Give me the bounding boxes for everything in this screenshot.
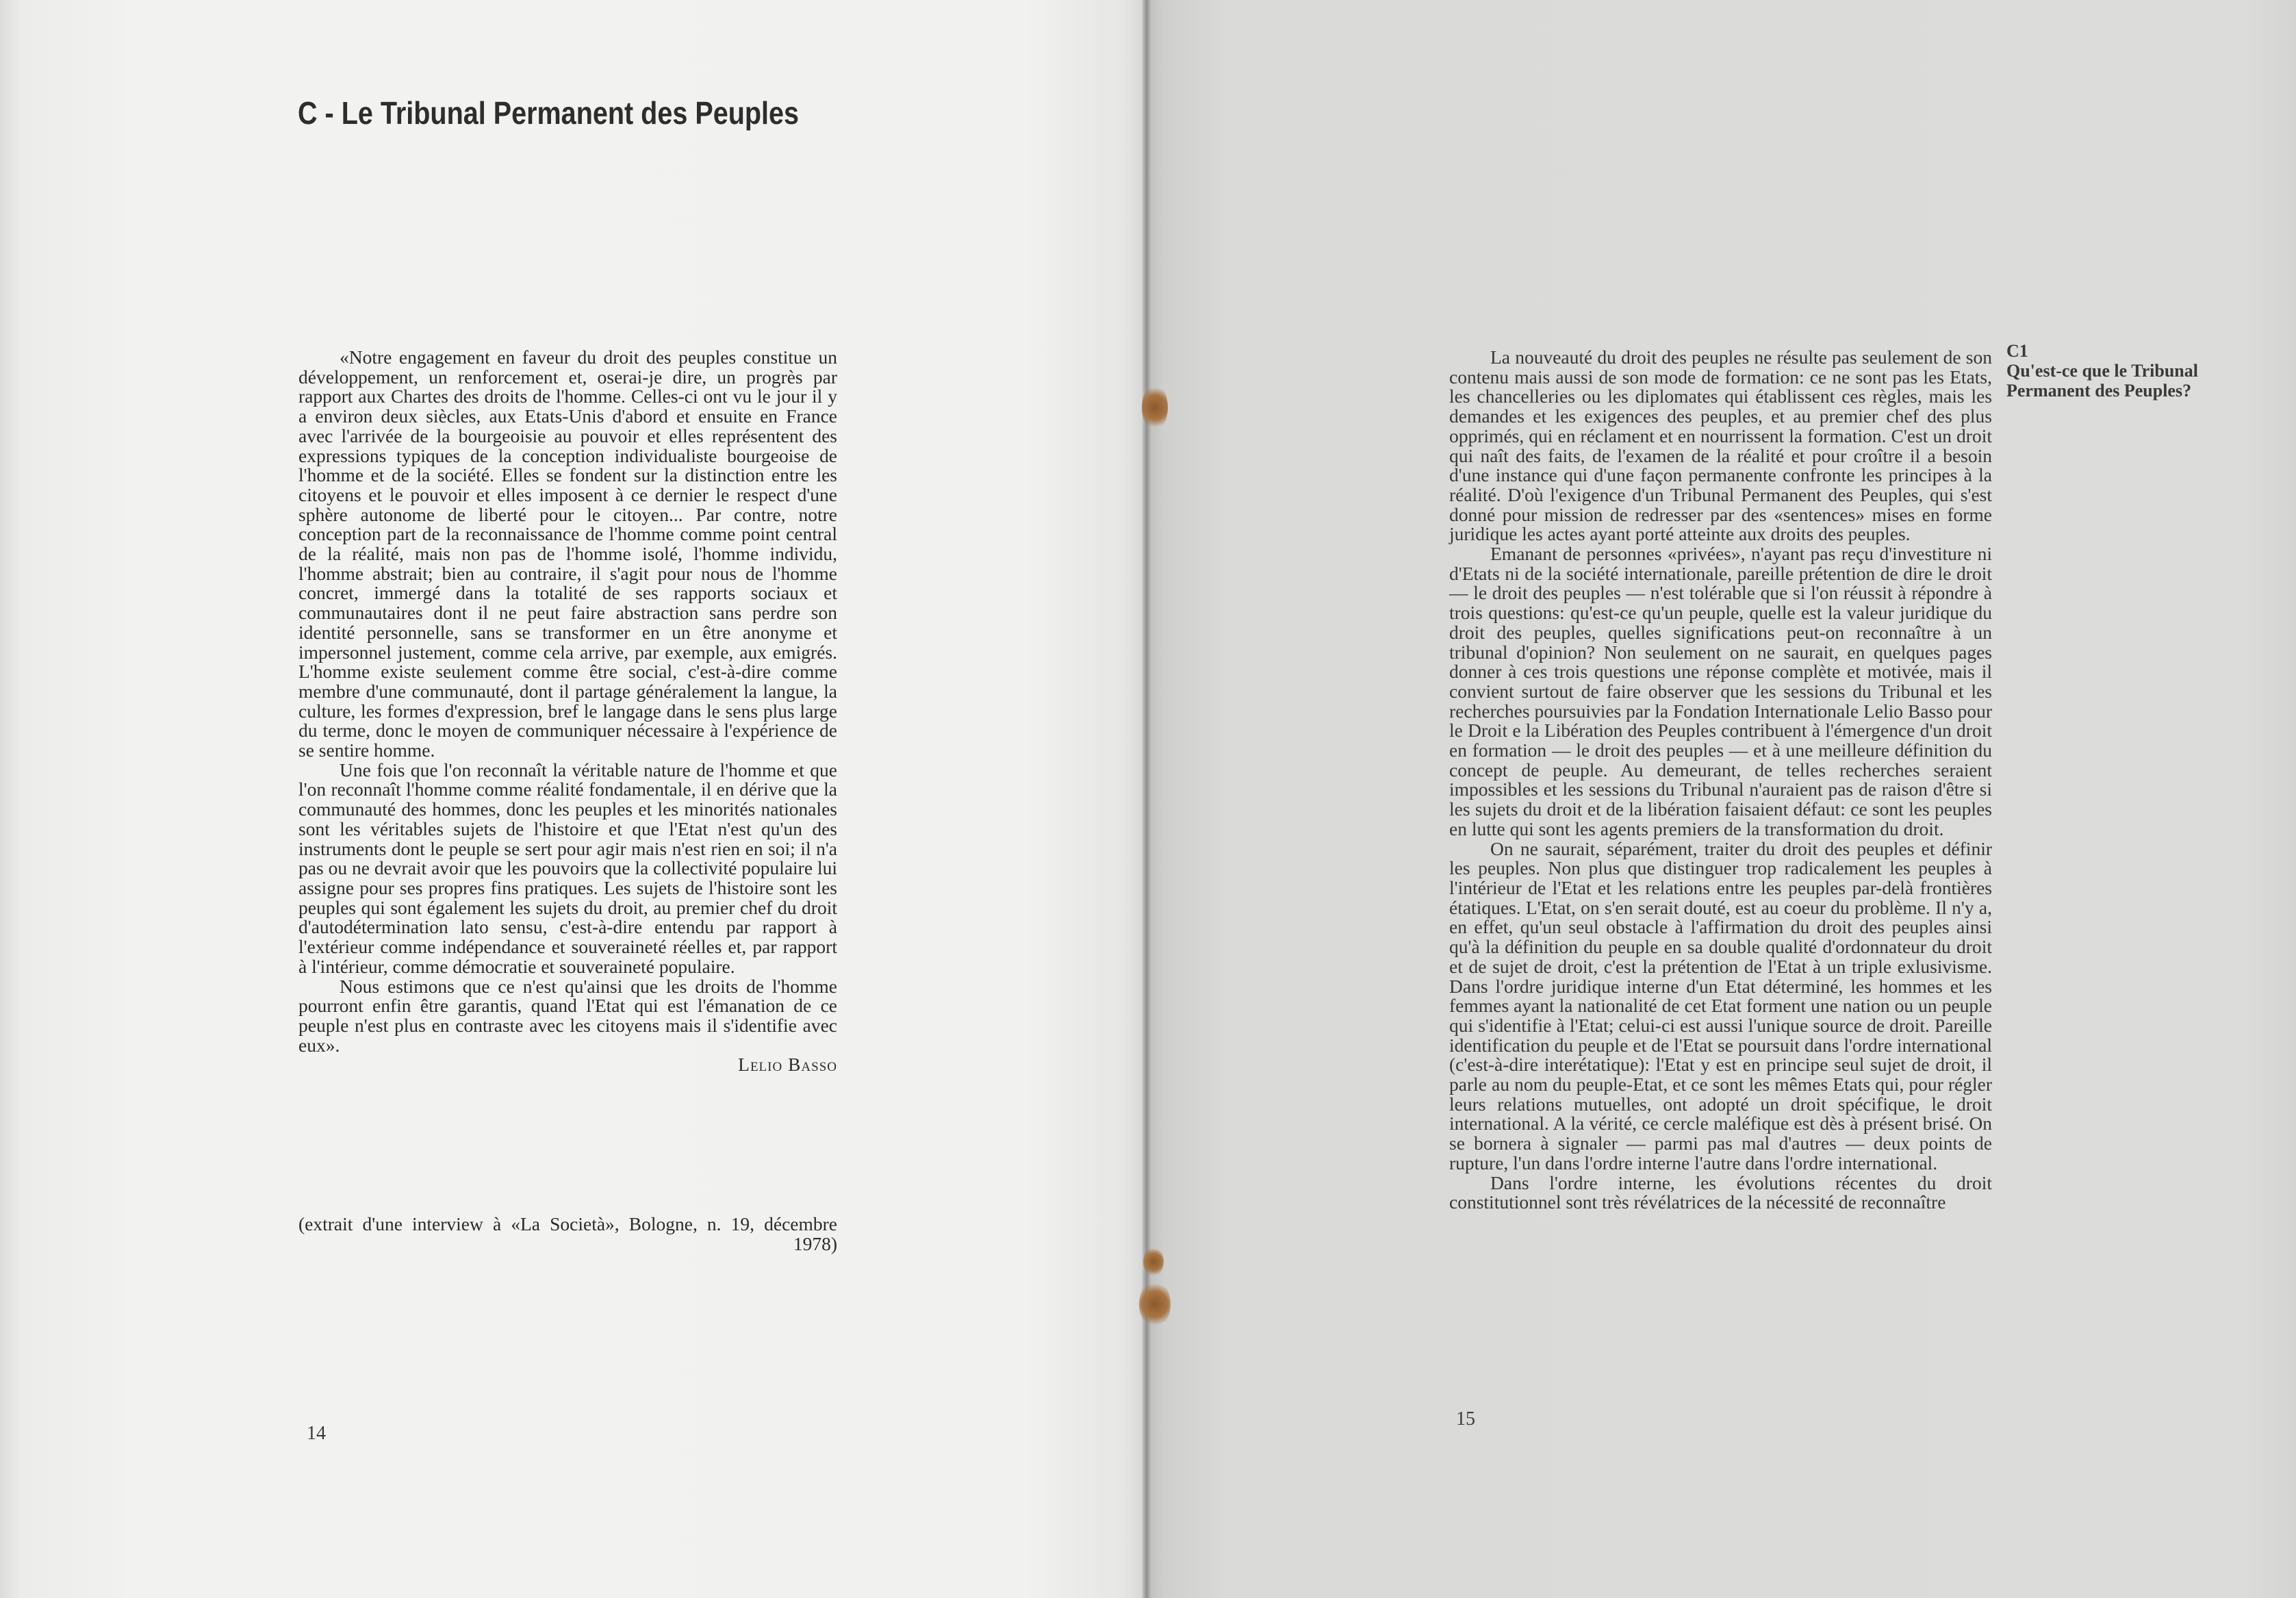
body-paragraph: Emanant de personnes «privées», n'ayant pas reçu d'investiture ni d'Etats ni de la société internationale, pareille prétention de dire le droit — le droit des peuples — n'est tolérable que si l'on réussit à répondre à trois questions: qu'est-ce qu'un peuple, quelle est la valeur juridique du droit des peuples, quelles significations peut-on reconnaître à un tribunal d'opinion? Non seulement on ne saurait, en quelques pages donner à ces trois questions une réponse complète et motivée, mais il convient surtout de faire observer que les sessions du Tribunal et les recherches poursuivies par la Fondation Internationale Lelio Basso pour le Droit e la Libération des Peuples contribuent à l'émergence d'un droit en formation — le droit des peuples — et à une meilleure définition du concept de peuple. Au demeurant, de telles recherches seraient impossibles et les sessions du Tribunal n'auraient pas de raison d'être si les sujets du droit et de la libération faisaient défaut: ce sont les peuples en lutte qui sont les agents premiers de la transformation du droit. — [1449, 543, 1992, 839]
body-paragraph: On ne saurait, séparément, traiter du droit des peuples et définir les peuples. Non plus que distinguer trop radicalement les peuples à l'intérieur de l'Etat et les relations entre les peuples par-delà frontières étatiques. L'Etat, on s'en serait douté, est au coeur du problème. Il n'y a, en effet, qu'un seul obstacle à l'affirmation du droit des peuples ainsi qu'à la définition du peuple en sa double qualité d'ordonnateur du droit et de sujet de droit, c'est la prétention de l'Etat à un triple exlusivisme. Dans l'ordre juridique interne d'un Etat déterminé, les hommes et les femmes ayant la nationalité de cet Etat forment une nation ou un peuple qui s'identifie à l'Etat; celui-ci est aussi l'unique source de droit. Pareille identification du peuple et de l'Etat se poursuit dans l'ordre international (c'est-à-dire interétatique): l'Etat y est en principe seul sujet de droit, il parle au nom du peuple-Etat, et ce sont les mêmes Etats qui, pour régler leurs relations mutuelles, ont adopté un droit spécifique, le droit international. A la vérité, ce cercle maléfique est dès à présent brisé. On se bornera à signaler — parmi pas mal d'autres — deux points de rupture, l'un dans l'ordre interne l'autre dans l'ordre international. — [1449, 837, 1992, 1174]
quote-paragraph: «Notre engagement en faveur du droit des peuples constitue un développement, un renforcement et, oserai-je dire, un progrès par rapport aux Chartes des droits de l'homme. Celles-ci ont vu le jour il y a environ deux siècles, aux Etats-Unis d'abord et ensuite en France avec l'arrivée de la bourgeoisie au pouvoir et elles représentent des expressions typiques de la conception individualiste bourgeoise de l'homme et de la société. Elles se fondent sur la distinction entre les citoyens et le pouvoir et elles imposent à ce dernier le respect d'une sphère autonome de liberté pour le citoyen... Par contre, notre conception part de la reconnaissance de l'homme comme point central de la réalité, mais non pas de l'homme isolé, l'homme individu, l'homme abstrait; bien au contraire, il s'agit pour nous de l'homme concret, immergé dans la totalité de ses rapports sociaux et communautaires dont il ne peut faire abstraction sans perdre son identité personnelle, sans se transformer en un être anonyme et impersonnel justement, comme cela arrive, par exemple, aux emigrés. L'homme existe seulement comme être social, c'est-à-dire comme membre d'une communauté, dont il partage généralement la langue, la culture, les formes d'expression, bref le langage dans le sens plus large du terme, donc le moyen de communiquer nécessaire à l'expérience de se sentire homme. — [298, 346, 837, 761]
paper-stain — [1139, 1280, 1171, 1328]
section-title: C - Le Tribunal Permanent des Peuples — [298, 95, 800, 131]
paper-stain — [1143, 1246, 1164, 1278]
page-number-right: 15 — [1456, 1408, 1475, 1430]
paper-stain — [1142, 383, 1168, 431]
quote-paragraph: Nous estimons que ce n'est qu'ainsi que les droits de l'homme pourront enfin être garantis, quand l'Etat qui est l'émanation de ce peuple n'est plus en contraste avec les citoyens mais il s'identifie avec eux». — [298, 975, 837, 1056]
quote-paragraph: Une fois que l'on reconnaît la véritable nature de l'homme et que l'on reconnaît l'homme comme réalité fondamentale, il en dérive que la communauté des hommes, donc les peuples et les minorités nationales sont les véritables sujets de l'histoire et que l'Etat n'est qu'un des instruments dont le peuple se sert pour agir mais n'est rien en soi; il n'a pas ou ne devrait avoir que les pouvoirs que la collectivité populaire lui assigne pour ses propres fins pratiques. Les sujets de l'histoire sont les peuples qui sont également les sujets du droit, au premier chef du droit d'autodétermination lato sensu, c'est-à-dire entendu par rapport à l'extérieur comme indépendance et souveraineté réelles et, par rapport à l'intérieur, comme démocratie et souveraineté populaire. — [298, 759, 837, 977]
basso-quote — [298, 348, 837, 1075]
quote-signature: Lelio Basso — [738, 1054, 837, 1076]
body-paragraph: La nouveauté du droit des peuples ne résulte pas seulement de son contenu mais aussi de son mode de formation: ce ne sont pas les Etats, les chancelleries ou les diplomates qui établissent ces règles, mais les demandes et les exigences des peuples, et au premier chef des plus opprimés, qui en réclament et en nourrissent la formation. C'est un droit qui naît des faits, de l'examen de la réalité et pour croître il a besoin d'une instance qui d'une façon permanente confronte les principes à la réalité. D'où l'exigence d'un Tribunal Permanent des Peuples, qui s'est donné pour mission de redresser par des «sentences» mises en forme juridique les actes ayant porté atteinte aux droits des peuples. — [1449, 346, 1992, 545]
margin-heading-title: Qu'est-ce que le Tribunal Permanent des Peuples? — [2006, 361, 2198, 401]
body-paragraph: Dans l'ordre interne, les évolutions récentes du droit constitutionnel sont très révélatrices de la nécessité de reconnaître — [1449, 1171, 1992, 1213]
margin-heading — [2006, 341, 2253, 401]
margin-heading-code: C1 — [2006, 341, 2028, 361]
main-text — [1449, 348, 1992, 1213]
source-note: (extrait d'une interview à «La Società», Bologne, n. 19, décembre 1978) — [298, 1213, 837, 1254]
page-number-left: 14 — [307, 1423, 326, 1444]
book-spine — [1142, 0, 1151, 1598]
